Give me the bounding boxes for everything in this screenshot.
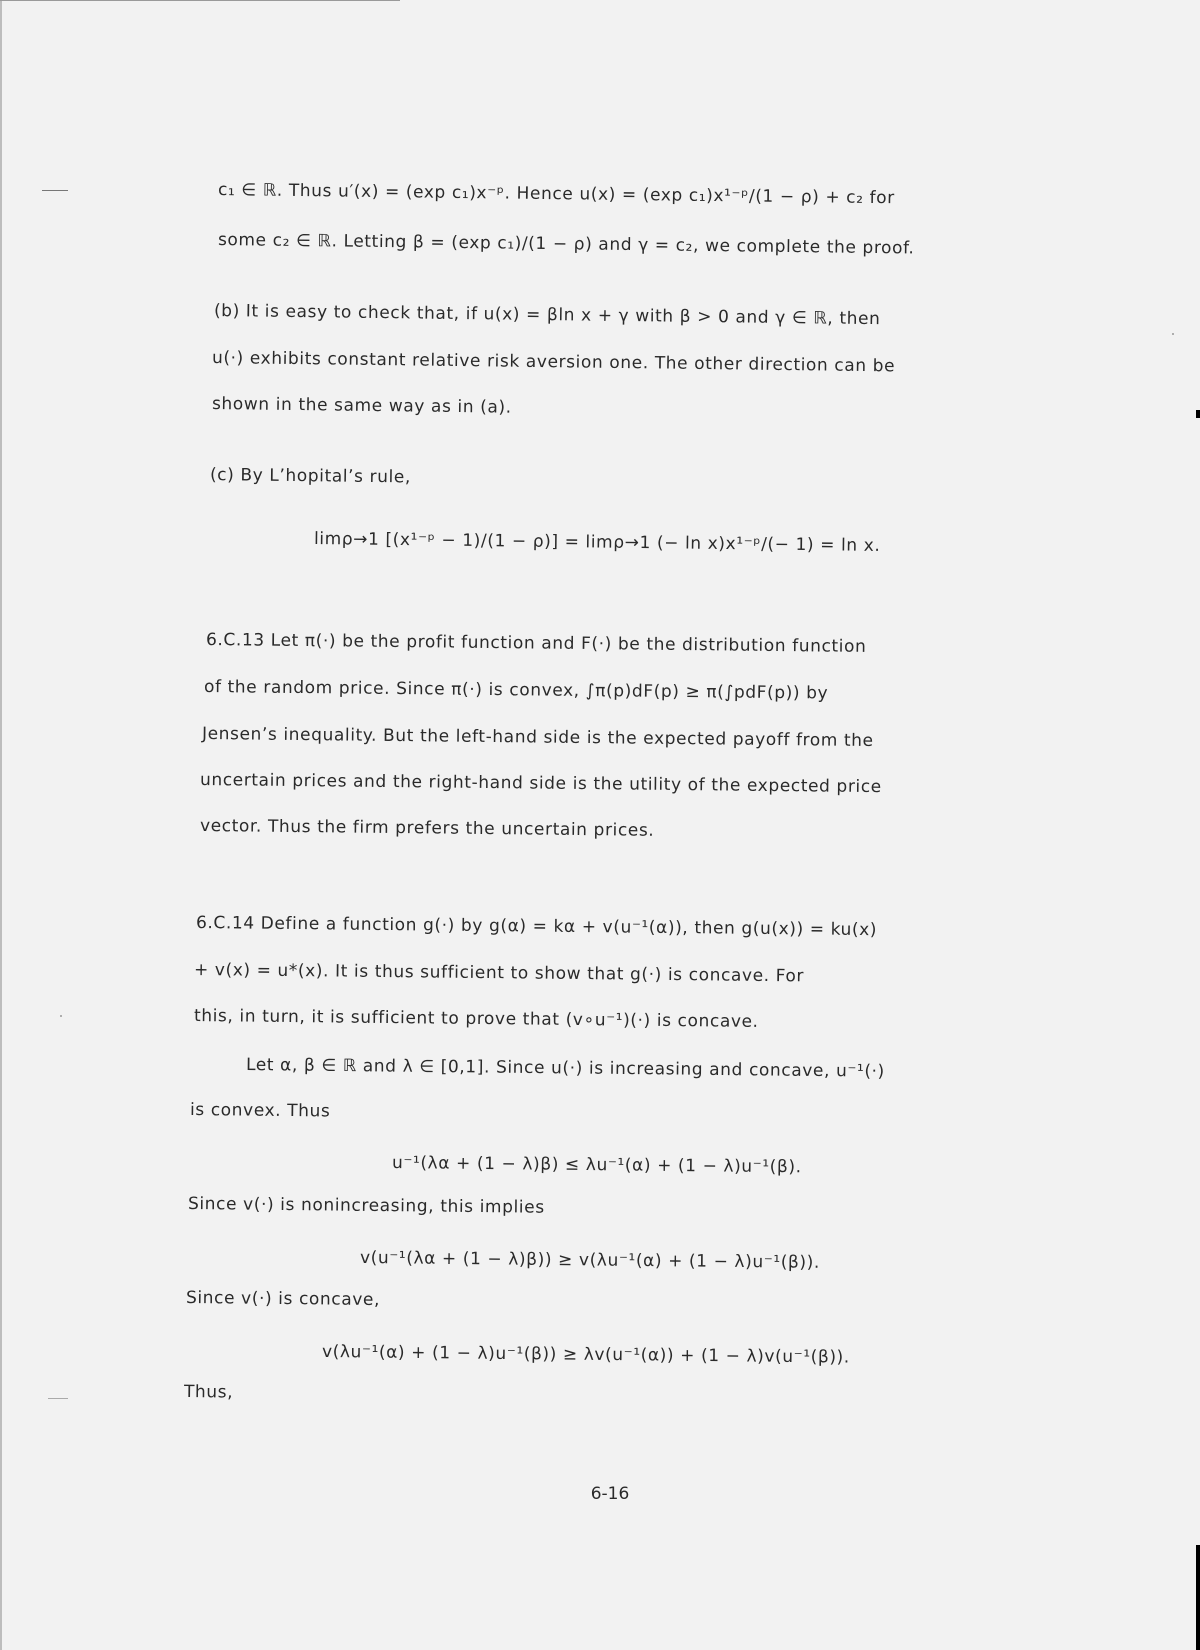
- scan-edge-top: [0, 0, 400, 1]
- scan-dot: [1172, 333, 1174, 335]
- text-line: vector. Thus the firm prefers the uncertain prices.: [199, 816, 655, 841]
- scan-edge-left: [0, 0, 2, 1650]
- scan-dot: [60, 1015, 62, 1017]
- text-line: shown in the same way as in (a).: [211, 394, 512, 418]
- text-line: uncertain prices and the right-hand side is the utility of the expected price: [199, 770, 882, 798]
- equation: limρ→1 [(x¹⁻ᵖ − 1)/(1 − ρ)] = limρ→1 (− ln x)x¹⁻ᵖ/(− 1) = ln x.: [313, 529, 881, 556]
- text-line: u(·) exhibits constant relative risk aversion one. The other direction can be: [211, 348, 896, 377]
- text-line: Let α, β ∈ ℝ and λ ∈ [0,1]. Since u(·) is increasing and concave, u⁻¹(·): [245, 1055, 885, 1082]
- scan-speck: [48, 1398, 68, 1399]
- text-line: 6.C.13 Let π(·) be the profit function and F(·) be the distribution function: [205, 630, 867, 657]
- text-line: Since v(·) is nonincreasing, this implies: [187, 1194, 545, 1218]
- text-line: (b) It is easy to check that, if u(x) = βln x + γ with β > 0 and γ ∈ ℝ, then: [213, 301, 881, 330]
- text-line: some c₂ ∈ ℝ. Letting β = (exp c₁)/(1 − ρ) and γ = c₂, we complete the proof.: [217, 230, 915, 259]
- text-line: (c) By L’hopital’s rule,: [209, 465, 412, 488]
- text-line: c₁ ∈ ℝ. Thus u′(x) = (exp c₁)x⁻ᵖ. Hence u(x) = (exp c₁)x¹⁻ᵖ/(1 − ρ) + c₂ for: [217, 180, 895, 209]
- equation: v(λu⁻¹(α) + (1 − λ)u⁻¹(β)) ≥ λv(u⁻¹(α)) + (1 − λ)v(u⁻¹(β)).: [321, 1342, 850, 1368]
- text-line: of the random price. Since π(·) is convex, ∫π(p)dF(p) ≥ π(∫pdF(p)) by: [203, 677, 829, 704]
- equation: v(u⁻¹(λα + (1 − λ)β)) ≥ v(λu⁻¹(α) + (1 − λ)u⁻¹(β)).: [359, 1248, 821, 1273]
- text-line: Thus,: [183, 1382, 234, 1403]
- text-line: Jensen’s inequality. But the left-hand side is the expected payoff from the: [201, 724, 874, 752]
- page-number: 6-16: [590, 1484, 630, 1504]
- text-line: is convex. Thus: [189, 1100, 331, 1122]
- text-line: Since v(·) is concave,: [185, 1288, 381, 1311]
- text-line: 6.C.14 Define a function g(·) by g(α) = kα + v(u⁻¹(α)), then g(u(x)) = ku(x): [195, 913, 878, 941]
- text-line: + v(x) = u*(x). It is thus sufficient to show that g(·) is concave. For: [193, 960, 805, 987]
- scan-speck: [42, 190, 68, 191]
- scan-edge-right-bar: [1196, 1545, 1200, 1650]
- scan-edge-right-mark: [1196, 410, 1200, 418]
- equation: u⁻¹(λα + (1 − λ)β) ≤ λu⁻¹(α) + (1 − λ)u⁻¹(β).: [391, 1153, 802, 1178]
- text-line: this, in turn, it is sufficient to prove that (v∘u⁻¹)(·) is concave.: [193, 1006, 759, 1032]
